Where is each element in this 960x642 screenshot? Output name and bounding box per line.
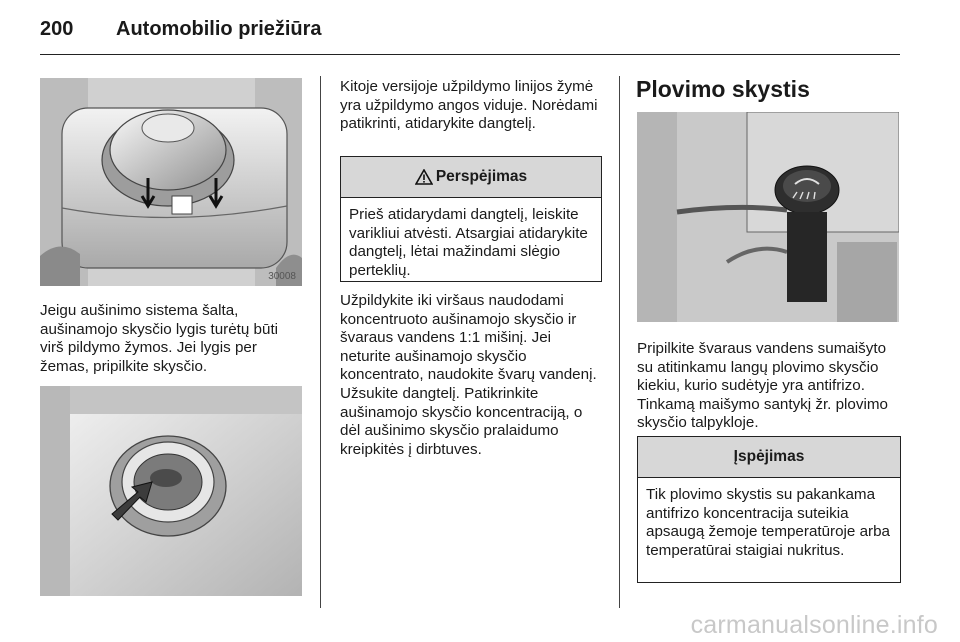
washer-reservoir-illustration <box>637 112 899 322</box>
page-title: Automobilio priežiūra <box>116 18 322 40</box>
fill-line-text <box>340 78 602 134</box>
warning-triangle-icon <box>415 169 433 185</box>
warning-body: Prieš atidarydami dangtelį, leiskite varikliui atvėsti. Atsargiai atidarykite dangtelį, lėtai mažindami slėgio perteklių. <box>349 206 588 279</box>
page-header <box>40 14 900 55</box>
page-number: 200 <box>40 18 74 40</box>
notice-box <box>637 436 901 583</box>
filler-neck-figure <box>40 386 302 596</box>
paragraph: Kitoje versijoje užpildymo linijos žymė yra užpildymo angos viduje. Norėdami patikrinti, atidarykite dangtelį. <box>340 78 598 133</box>
paragraph: Jeigu aušinimo sistema šalta, aušinamojo skysčio lygis turėtų būti virš pildymo žymos. Jei lygis per žemas, pripilkite skysčio. <box>40 302 279 375</box>
filler-neck-illustration <box>40 386 302 596</box>
watermark: carmanualsonline.info <box>690 611 938 639</box>
warning-box-header <box>341 157 601 198</box>
column-divider-1 <box>320 76 321 608</box>
coolant-reservoir-figure <box>40 78 302 286</box>
coolant-level-text <box>40 302 302 376</box>
washer-fluid-text <box>637 340 901 433</box>
fill-instructions-text <box>340 292 602 459</box>
notice-box-header <box>638 437 900 478</box>
coolant-reservoir-illustration <box>40 78 302 286</box>
warning-title: Perspėjimas <box>435 168 528 185</box>
paragraph: Užpildykite iki viršaus naudodami koncentruoto aušinamojo skysčio ir švaraus vandens 1:1 mišinį. Jei neturite aušinamojo skysčio koncentrato, naudokite švarų vandenį. Užsukite dangtelį. Patikrinkite aušinamojo skysčio koncentraciją, o dėl aušinimo skysčio pralaidumo kreipkitės į dirbtuves. <box>340 292 597 458</box>
column-divider-2 <box>619 76 620 608</box>
notice-title: Įspėjimas <box>733 448 805 465</box>
warning-box <box>340 156 602 282</box>
section-heading: Plovimo skystis <box>636 76 810 102</box>
washer-reservoir-figure <box>637 112 899 322</box>
figure-number: 30008 <box>268 271 296 282</box>
notice-body: Tik plovimo skystis su pakankama antifrizo koncentracija suteikia apsaugą žemoje temperatūroje arba temperatūrai staigiai nukritus. <box>646 486 890 559</box>
paragraph: Pripilkite švaraus vandens sumaišyto su atitinkamu langų plovimo skysčio kiekiu, kurio sudėtyje yra antifrizo. Tinkamą maišymo santykį žr. plovimo skysčio talpykloje. <box>637 340 888 432</box>
